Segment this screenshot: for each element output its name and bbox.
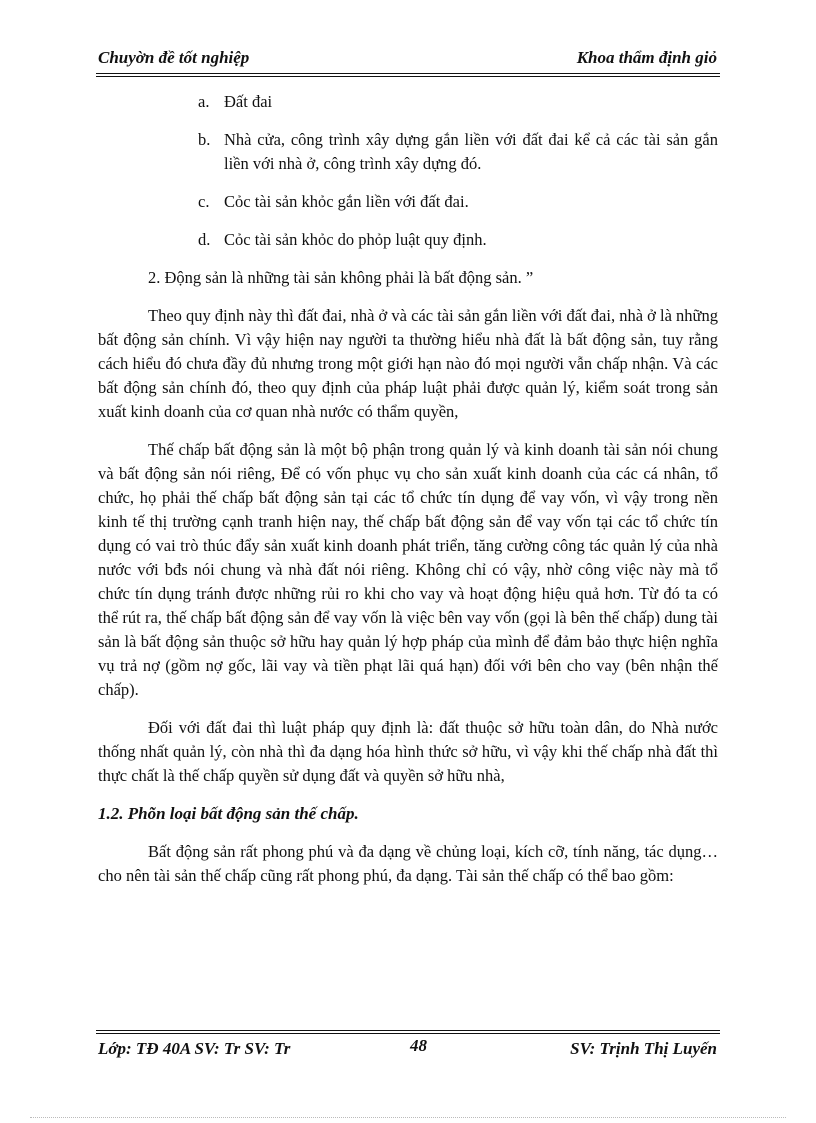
header-divider (96, 73, 720, 74)
header-divider-secondary (96, 76, 720, 77)
section-heading: 1.2. Phõn loại bất động sản thế chấp. (98, 804, 359, 823)
list-marker: b. (198, 130, 211, 149)
list-item-text: Đất đai (224, 92, 273, 111)
list-item (98, 190, 718, 214)
page-number: 48 (410, 1036, 427, 1055)
list-marker: a. (198, 92, 210, 111)
paragraph: Theo quy định này thì đất đai, nhà ở và các tài sản gắn liền với đất đai, nhà ở là những bất động sản chính. Vì vậy hiện nay người ta thường hiểu nhà đất là bất động sản, tuy rằng cách hiểu đó chưa đầy đủ nhưng trong một giới hạn nào đó mọi người vẫn chấp nhận. Và các bất động sản chính đó, theo quy định của pháp luật phải được quản lý, kiểm soát trong sản xuất kinh doanh của cơ quan nhà nước có thẩm quyền, (98, 306, 718, 421)
header-title-left: Chuyờn đề tốt nghiệp (98, 48, 250, 67)
header-title-right: Khoa thẩm định giỏ (576, 48, 717, 67)
page-edge-divider (30, 1117, 786, 1118)
footer-divider (96, 1030, 720, 1031)
page-body (98, 90, 718, 902)
list-marker: d. (198, 230, 211, 249)
list-item-text: Nhà cửa, công trình xây dựng gắn liền với đất đai kể cả các tài sản gắn liền với nhà ở, công trình xây dựng đó. (224, 130, 718, 173)
paragraph: Đối với đất đai thì luật pháp quy định là: đất thuộc sở hữu toàn dân, do Nhà nước thống nhất quản lý, còn nhà thì đa dạng hóa hình thức sở hữu, vì vậy khi thế chấp nhà đất thì thực chất là thế chấp quyền sử dụng đất và quyền sở hữu nhà, (98, 718, 718, 785)
footer-divider-secondary (96, 1033, 720, 1034)
list-item-text: Cỏc tài sản khỏc do phỏp luật quy định. (224, 230, 487, 249)
footer-class-info: Lớp: TĐ 40A SV: Tr SV: Tr (98, 1039, 291, 1058)
list-marker: c. (198, 192, 210, 211)
paragraph: Bất động sản rất phong phú và đa dạng về chủng loại, kích cỡ, tính năng, tác dụng… cho nên tài sản thế chấp cũng rất phong phú, đa dạng. Tài sản thế chấp có thể bao gồm: (98, 842, 718, 885)
list-item (98, 228, 718, 252)
numbered-item: 2. Động sản là những tài sản không phải là bất động sản. ” (148, 268, 534, 287)
paragraph: Thế chấp bất động sản là một bộ phận trong quản lý và kinh doanh tài sản nói chung và bất động sản nói riêng, Để có vốn phục vụ cho sản xuất kinh doanh của các cá nhân, tổ chức, họ phải thế chấp bất động sản tại các tổ chức tín dụng để vay vốn, vì vậy trong nền kinh tế thị trường cạnh tranh hiện nay, thế chấp bất động sản để vay vốn tại các tổ chức tín dụng có vai trò thúc đẩy sản xuất kinh doanh phát triển, tăng cường công tác quản lý của nhà nước với bđs nói chung và nhà đất nói riêng. Không chỉ có vậy, nhờ công việc này mà tổ chức tín dụng tránh được những rủi ro khi cho vay và hoạt động hiệu quả hơn. Từ đó ta có thể rút ra, thế chấp bất động sản để vay vốn là việc bên vay vốn (gọi là bên thế chấp) dung tài sản là bất động sản thuộc sở hữu hay quản lý hợp pháp của mình để đảm bảo thực hiện nghĩa vụ trả nợ (gồm nợ gốc, lãi vay và tiền phạt lãi quá hạn) đối với bên cho vay (bên nhận thế chấp). (98, 440, 718, 699)
list-item (98, 128, 718, 176)
list-item (98, 90, 718, 114)
list-item-text: Cỏc tài sản khỏc gắn liền với đất đai. (224, 192, 469, 211)
footer-student-name: SV: Trịnh Thị Luyến (570, 1039, 717, 1058)
